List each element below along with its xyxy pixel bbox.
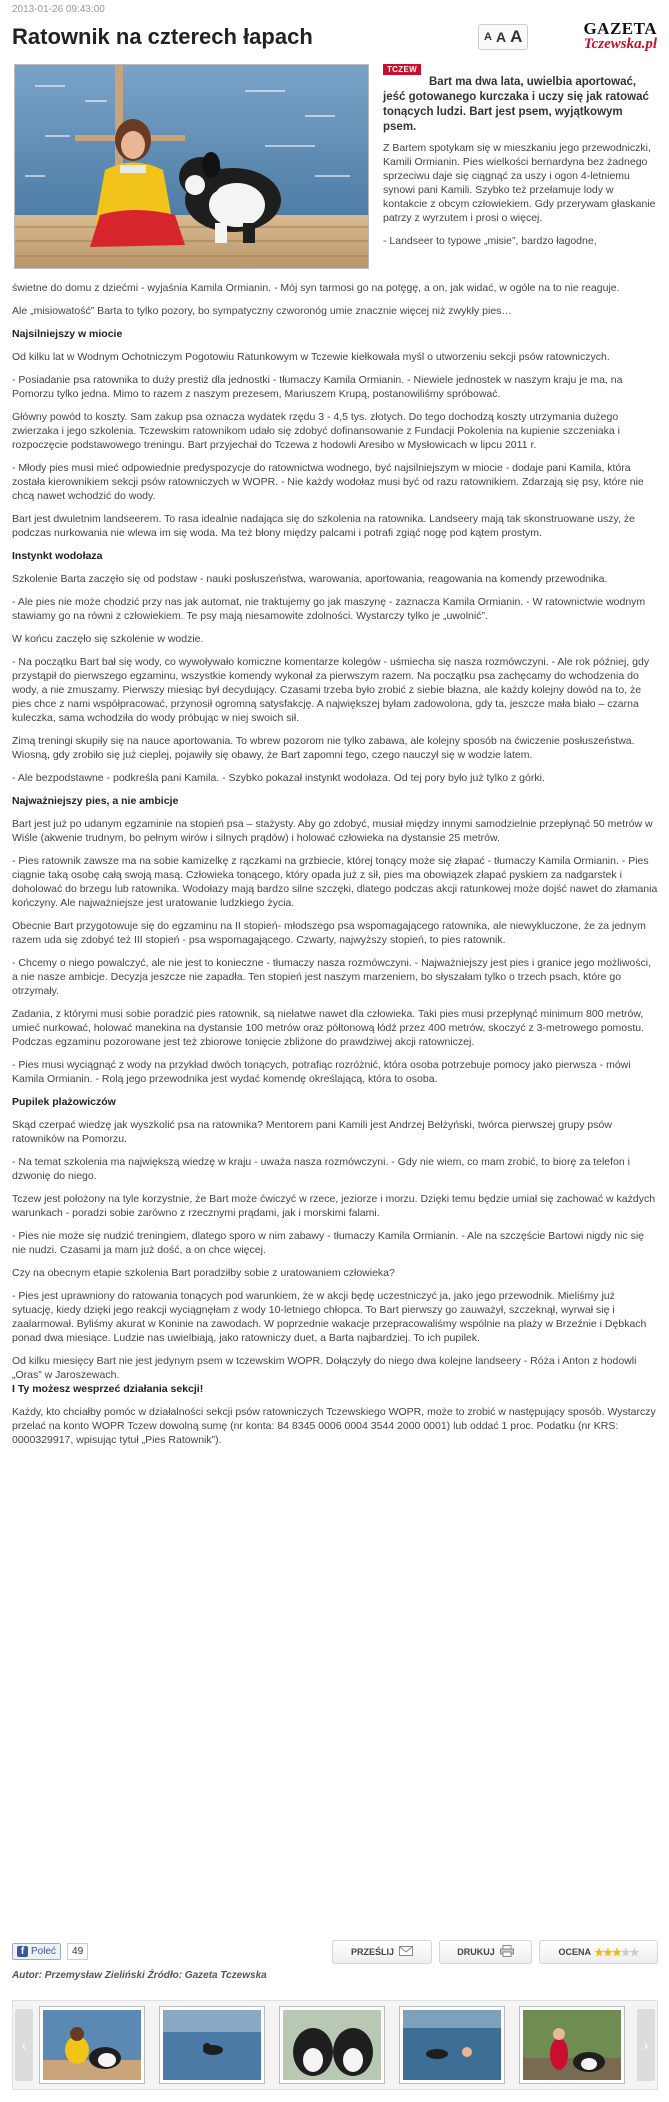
article-title: Ratownik na czterech łapach [12, 24, 313, 49]
body-paragraph: - Ale bezpodstawne - podkreśla pani Kamila. - Szybko pokazał instynkt wodołaza. Od tej pory było już tylko z górki. [12, 772, 545, 784]
body-paragraph: - Na początku Bart bał się wody, co wywoływało komiczne komentarze kolegów - uśmiecha się nasza rozmówczyni. - Ale rok później, gdy przystąpił do pierwszego egzaminu, wszystkie komendy wykonał za pierwszym razem. Na początku psa zachęcamy do wchodzenia do wody, a nie zmuszamy. Pierwszy miesiąc był decydujący. Czasami trzeba było zrobić z siebie błazna, ale każdy kolejny dowód na to, że pies chce z nami współpracować, przynosił ogromną satysfakcję. A największej byłam zadowolona, gdy ta, jeszcze mała biało – czarna kuleczka, sama wchodziła do wody próbując w niej swoich sił. [12, 656, 650, 724]
body-paragraph: Zimą treningi skupiły się na nauce aportowania. To wbrew pozorom nie tylko zabawa, ale kolejny sposób na ćwiczenie posłuszeństwa. Wiosną, gdy zrobiło się już cieplej, pojawiły się obawy, że Bart zapomni tego, czego nauczył się w wodzie latem. [12, 735, 635, 761]
star-icon[interactable]: ★ [611, 1946, 621, 1959]
logo-line-2: Tczewska.pl [583, 36, 657, 52]
gallery-thumbnail[interactable] [519, 2006, 625, 2084]
body-paragraph: - Młody pies musi mieć odpowiednie predyspozycje do ratownictwa wodnego, być najsilniejszym w miocie - dodaje pani Kamila, która została kierownikiem sekcji psów ratowniczych w WOPR. - Nie każdy wodołaz musi być od razu ratownikiem. Zdarzają się psy, które nie chcą nawet wchodzić do wody. [12, 462, 644, 502]
body-paragraph: Każdy, kto chciałby pomóc w działalności sekcji psów ratowniczych Tczewskiego WOPR, może to zrobić w następujący sposób. Wystarczy przelać na konto WOPR Tczew dowolną sumę (nr konta: 84 8345 0006 0004 3544 2000 0001) lub oddać 1 proc. Podatku (nr KRS: 0000329917, wpisując tytuł „Pies Ratownik”). [12, 1406, 656, 1446]
gallery-prev-button[interactable]: ‹ [15, 2009, 33, 2081]
category-badge[interactable]: TCZEW [383, 64, 421, 75]
author-line: Autor: Przemysław Zieliński Źródło: Gazeta Tczewska [12, 1970, 267, 1981]
star-icon[interactable]: ★ [620, 1946, 630, 1959]
print-label: DRUKUJ [457, 1947, 495, 1957]
send-button[interactable] [332, 1940, 432, 1964]
section-heading: Najważniejszy pies, a nie ambicje [12, 795, 179, 807]
envelope-icon [399, 1946, 413, 1958]
body-paragraph: Czy na obecnym etapie szkolenia Bart poradziłby sobie z uratowaniem człowieka? [12, 1267, 395, 1279]
section-heading: Pupilek plażowiczów [12, 1096, 116, 1108]
article-body [12, 281, 658, 1456]
body-paragraph: Ale „misiowatość” Barta to tylko pozory, bo sympatyczny czworonóg umie znacznie więcej niż zwykły pies… [12, 305, 512, 317]
body-paragraph: Bart jest już po udanym egzaminie na stopień psa – stażysty. Aby go zdobyć, musiał między innymi samodzielnie przepłynąć 50 metrów w Wiśle (akwenie trudnym, bo pełnym wirów i silnych prądów) i holować człowieka na dystansie 25 metrów. [12, 818, 653, 844]
photo-gallery [12, 2000, 658, 2090]
main-article-photo[interactable] [14, 64, 369, 269]
send-label: PRZEŚLIJ [350, 1947, 394, 1957]
photo-illustration [15, 65, 369, 269]
body-paragraph: W końcu zaczęło się szkolenie w wodzie. [12, 633, 204, 645]
facebook-like-button[interactable] [12, 1943, 61, 1960]
body-paragraph: Tczew jest położony na tyle korzystnie, że Bart może ćwiczyć w rzece, jeziorze i morzu. Dzięki temu będzie umiał się zachować w każdych warunkach - poradzi sobie zarówno z rzecznymi prądami, jak i morskimi falami. [12, 1193, 656, 1219]
printer-icon [500, 1945, 514, 1959]
body-paragraph: - Ale pies nie może chodzić przy nas jak automat, nie traktujemy go jak maszynę - zaznacza Kamila Ormianin. - W ratownictwie wodnym stawiamy go na równi z człowiekiem. Te psy mają niesamowite zdolności. Wystarczy tylko je „uwolnić”. [12, 596, 646, 622]
rating-label: OCENA [558, 1947, 592, 1957]
intro-column [383, 141, 658, 257]
article-date: 2013-01-26 09:43:00 [12, 4, 105, 15]
rating-stars[interactable] [594, 1946, 638, 1959]
article-toolbar [12, 1940, 658, 1964]
section-heading: Najsilniejszy w miocie [12, 328, 123, 340]
body-paragraph: - Pies nie może się nudzić treningiem, dlatego sporo w nim zabawy - tłumaczy Kamila Ormianin. - Ale na szczęście Bartowi nigdy nic się nie nudzi. Czasami ja mam już dość, a on chce więcej. [12, 1230, 645, 1256]
facebook-icon: f [17, 1946, 28, 1957]
body-paragraph: Zadania, z którymi musi sobie poradzić pies ratownik, są niełatwe nawet dla człowieka. Taki pies musi przepłynąć minimum 800 metrów, umieć nurkować, holować manekina na dystansie 100 metrów oraz półtonową łódź przez 400 metrów, skoczyć z 3-metrowego pomostu. Podczas egzaminu pozorowane jest też zbiorowe tonięcie zbliżone do prawdziwej akcji ratowniczej. [12, 1008, 645, 1048]
body-paragraph: - Pies ratownik zawsze ma na sobie kamizelkę z rączkami na grzbiecie, której tonący może się złapać - tłumaczy Kamila Ormianin. - Pies ciągnie taką osobę całą swoją masą. Człowieka tonącego, który opada już z sił, pies ma obowiązek złapać pyskiem za nadgarstek i doholować do brzegu lub ratownika. Wodołazy mają bardzo silne szczęki, dlatego podczas akcji ratunkowej może dojść nawet do złamania kończyny. Ale najważniejsze jest uratowanie ludzkiego życia. [12, 855, 658, 909]
article-lead: Bart ma dwa lata, uwielbia aportować, jeść gotowanego kurczaka i uczy się jak ratować tonących ludzi. Bart jest psem, wyjątkowym psem. [383, 75, 649, 133]
font-small-button[interactable]: A [484, 31, 492, 43]
body-paragraph: - Posiadanie psa ratownika to duży prestiż dla jednostki - tłumaczy Kamila Ormianin. - Niewiele jednostek w naszym kraju je ma, na Pomorzu tylko jedna. Mimo to razem z naszym prezesem, Mariuszem Krupą, postanowiliśmy spróbować. [12, 374, 623, 400]
gallery-next-button[interactable]: › [637, 2009, 655, 2081]
body-paragraph: Od kilku miesięcy Bart nie jest jedynym psem w tczewskim WOPR. Dołączyły do niego dwa kolejne landseery - Róża i Anton z hodowli „Oras” w Jaroszewach. [12, 1355, 637, 1381]
body-paragraph: Skąd czerpać wiedzę jak wyszkolić psa na ratownika? Mentorem pani Kamili jest Andrzej Bełżyński, twórca pierwszej grupy psów ratowników na Pomorzu. [12, 1119, 612, 1145]
site-logo[interactable] [552, 20, 657, 52]
print-button[interactable] [439, 1940, 532, 1964]
body-paragraph: Obecnie Bart przygotowuje się do egzaminu na II stopień- młodszego psa wspomagającego ratownika, ale niewykluczone, że za jednym razem uda się zdobyć też III stopień - psa wspomagającego. Czwarty, najwyższy stopień, to pies ratownik. [12, 920, 646, 946]
font-medium-button[interactable]: A [495, 29, 507, 45]
gallery-thumbnail[interactable] [399, 2006, 505, 2084]
font-large-button[interactable]: A [510, 27, 523, 46]
body-paragraph: - Chcemy o niego powalczyć, ale nie jest to konieczne - tłumaczy nasza rozmówczyni. - Najważniejszy jest pies i granice jego możliwości, a nie nasze ambicje. Decyzja jeszcze nie zapadła. Ten stopień jest naszym marzeniem, bo słyszałam tylko o trzech psach, które go otrzymały. [12, 957, 652, 997]
body-paragraph: Szkolenie Barta zaczęło się od podstaw - nauki posłuszeństwa, warowania, aportowania, reagowania na komendy przewodnika. [12, 573, 608, 585]
font-size-switcher [478, 24, 528, 50]
star-icon[interactable]: ★ [602, 1946, 612, 1959]
body-paragraph: świetne do domu z dziećmi - wyjaśnia Kamila Ormianin. - Mój syn tarmosi go na potęgę, a on, jak widać, w ogóle na to nie reaguje. [12, 282, 620, 294]
body-paragraph: Główny powód to koszty. Sam zakup psa oznacza wydatek rzędu 3 - 4,5 tys. złotych. Do tego dochodzą koszty utrzymania dużego zwierzaka i jego szkolenia. Tczewskim ratownikom udało się zdobyć dofinansowanie z Fundacji Pokolenia na kupienie szczeniaka i rozpoczęcie podstawowego treningu. Bart przyjechał do Tczewa z hodowli Aresibo w Mysłowicach w lipcu 2011 r. [12, 411, 620, 451]
body-paragraph: - Pies musi wyciągnąć z wody na przykład dwóch tonących, potrafiąc rozróżnić, która osoba potrzebuje pomocy jako pierwsza - mówi Kamila Ormianin. - Rolą jego przewodnika jest wydać komendę określającą, która to osoba. [12, 1059, 631, 1085]
body-paragraph: Bart jest dwuletnim landseerem. To rasa idealnie nadająca się do szkolenia na ratownika. Landseery mają tak skonstruowane uszy, że podczas nurkowania nie wlewa im się woda. Ma też błony między palcami i potrafi zgiąć nogę pod kątem prostym. [12, 513, 635, 539]
facebook-like-count: 49 [67, 1943, 88, 1960]
gallery-thumbnail[interactable] [279, 2006, 385, 2084]
section-heading: Instynkt wodołaza [12, 550, 103, 562]
facebook-like-label: Poleć [31, 1946, 57, 1957]
rating-widget[interactable] [539, 1940, 658, 1964]
gallery-thumbnail[interactable] [39, 2006, 145, 2084]
gallery-thumbnail[interactable] [159, 2006, 265, 2084]
star-icon[interactable]: ★ [594, 1946, 603, 1959]
logo-line-1: GAZETA [583, 19, 657, 38]
facebook-like [12, 1943, 88, 1960]
star-icon[interactable]: ★ [629, 1946, 639, 1959]
body-paragraph: Od kilku lat w Wodnym Ochotniczym Pogotowiu Ratunkowym w Tczewie kiełkowała myśl o utworzeniu sekcji psów ratowniczych. [12, 351, 610, 363]
body-paragraph: - Pies jest uprawniony do ratowania tonących pod warunkiem, że w akcji będę uczestniczyć ja, jako jego przewodnik. Mieliśmy już sytuację, kiedy dzięki jego reakcji wyciągnęłam z wody 10-letniego chłopca. To Bart pierwszy go zauważył, szczeknął, wyrwał się i zaalarmował. Byliśmy akurat w Koninie na zawodach. W poprzednie wakacje przepracowaliśmy wspólnie na plaży w Brzeźnie i Dębkach ponad dwa miesiące. Ludzie nas uwielbiają, jako ratowniczy duet, a Barta najbardziej. To ich pupilek. [12, 1290, 647, 1344]
support-callout: I Ty możesz wesprzeć działania sekcji! [12, 1383, 204, 1395]
intro-paragraph: Z Bartem spotykam się w mieszkaniu jego przewodniczki, Kamili Ormianin. Pies wielkości bernardyna bez żadnego sprzeciwu daje się ciągnąć za uszy i ogon 4-letniemu synowi pani Kamili. Szybko też przełamuje lody w kontakcie z obcym człowiekiem. Gdy przerywam głaskanie patrzy z wyrzutem i prosi o więcej. [383, 142, 656, 224]
intro-paragraph: - Landseer to typowe „misie”, bardzo łagodne, [383, 235, 597, 247]
body-paragraph: - Na temat szkolenia ma największą wiedzę w kraju - uważa nasza rozmówczyni. - Gdy nie wiem, co mam zrobić, to biorę za telefon i dzwonię do niego. [12, 1156, 630, 1182]
